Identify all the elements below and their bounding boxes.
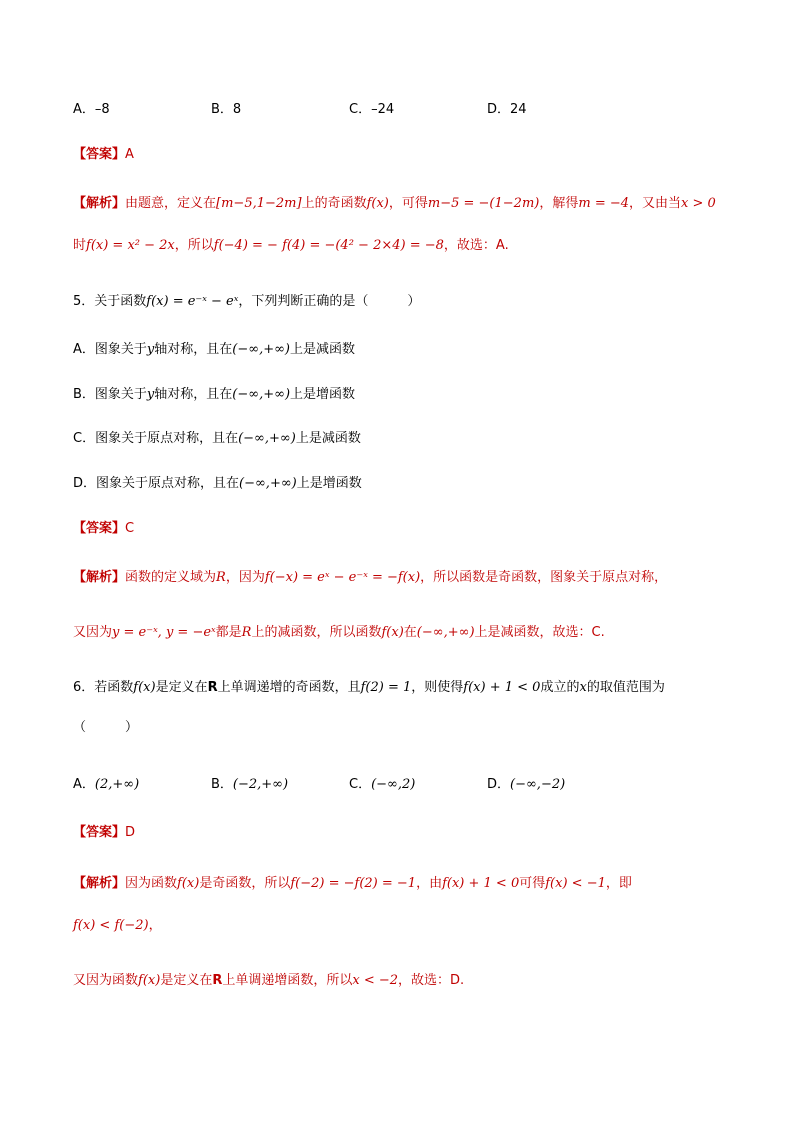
- option-label: C．: [349, 777, 372, 792]
- formula: R: [241, 625, 252, 640]
- text: 可得: [519, 876, 546, 891]
- formula: (−∞,+∞): [239, 476, 297, 491]
- text: 在: [403, 625, 417, 640]
- text: ，所以函数是奇函数，图象关于原点对称，: [420, 570, 668, 585]
- formula: (2,+∞): [94, 777, 140, 792]
- formula: f(x): [138, 973, 161, 988]
- analysis-tag: 【解析】: [73, 196, 126, 211]
- text: D．图象关于原点对称，且在: [73, 476, 240, 491]
- text: ，故选：A.: [443, 238, 509, 253]
- text: 轴对称，且在: [154, 387, 233, 402]
- formula: f(x) = x² − 2x: [86, 238, 175, 253]
- formula: f(x) + 1 < 0: [442, 876, 520, 891]
- text: 的取值范围为: [586, 680, 665, 695]
- answer-value: A: [125, 147, 134, 162]
- q5-analysis-line-2: [73, 623, 605, 643]
- answer-blank: （ ）: [73, 720, 139, 735]
- text: 由题意，定义在: [125, 196, 217, 211]
- q6-analysis-line-1: [73, 874, 632, 894]
- text: 因为函数: [125, 876, 178, 891]
- text: 都是: [215, 625, 242, 640]
- q6-option-a: [73, 775, 139, 795]
- formula: f(−4) = − f(4) = −(4² − 2×4) = −8: [213, 238, 444, 253]
- q5-option-d: [73, 474, 362, 494]
- formula: R: [216, 570, 226, 585]
- q5-option-b: [73, 385, 355, 405]
- answer-tag: 【答案】: [73, 521, 126, 536]
- q4-option-c: C．–24: [349, 102, 395, 117]
- q6-analysis-line-2: [73, 916, 162, 936]
- analysis-tag: 【解析】: [73, 570, 126, 585]
- formula: m = −4: [578, 196, 630, 211]
- q4-analysis-line-2: [73, 236, 509, 256]
- q6-analysis-line-3: [73, 971, 464, 991]
- formula: y: [146, 387, 155, 402]
- q4-answer: [73, 145, 134, 165]
- text: 上单调递增函数，所以: [222, 973, 353, 988]
- formula: f(x): [177, 876, 200, 891]
- formula: m−5 = −(1−2m): [427, 196, 540, 211]
- text: 成立的: [540, 680, 580, 695]
- formula: x > 0: [681, 196, 716, 211]
- formula: (−∞,+∞): [416, 625, 475, 640]
- text: 上是减函数，故选：C.: [474, 625, 605, 640]
- text: 时: [73, 238, 87, 253]
- text: ，解得: [539, 196, 579, 211]
- text: 是奇函数，所以: [199, 876, 291, 891]
- text: 5．关于函数: [73, 294, 147, 309]
- formula: f(x) < f(−2): [73, 918, 149, 933]
- q6-answer: [73, 823, 135, 843]
- text: ，: [148, 918, 162, 933]
- text: A．图象关于: [73, 342, 147, 357]
- q4-analysis-line-1: [73, 194, 716, 214]
- formula: f(x): [366, 196, 389, 211]
- text: 是定义在: [155, 680, 208, 695]
- q5-answer: [73, 519, 134, 539]
- q6-stem-line-2: [73, 718, 138, 738]
- formula: f(2) = 1: [360, 680, 412, 695]
- option-label: D．: [487, 777, 511, 792]
- formula: (−∞,−2): [510, 777, 566, 792]
- q5-stem: [73, 292, 420, 312]
- text: 上是增函数: [296, 476, 362, 491]
- q5-option-c: [73, 429, 361, 449]
- text: ，因为: [225, 570, 265, 585]
- formula: (−2,+∞): [232, 777, 289, 792]
- formula: (−∞,+∞): [232, 387, 291, 402]
- text: B．图象关于: [73, 387, 147, 402]
- q6-option-b: [211, 775, 288, 795]
- text: 上的奇函数: [301, 196, 367, 211]
- formula: f(x) + 1 < 0: [463, 680, 541, 695]
- analysis-tag: 【解析】: [73, 876, 126, 891]
- formula: f(x): [133, 680, 156, 695]
- text: 是定义在: [160, 973, 213, 988]
- q6-option-d: [487, 775, 565, 795]
- text: 上是增函数: [290, 387, 356, 402]
- q4-option-d: D．24: [487, 102, 527, 117]
- text: ，又由当: [629, 196, 682, 211]
- text: 上单调递增的奇函数，且: [217, 680, 361, 695]
- formula: f(x) = e⁻ˣ − eˣ: [146, 294, 239, 309]
- formula: (−∞,+∞): [238, 431, 296, 446]
- q5-option-a: [73, 340, 355, 360]
- text: 上是减函数: [295, 431, 361, 446]
- text: 又因为函数: [73, 973, 139, 988]
- text: ，即: [605, 876, 632, 891]
- answer-value: C: [125, 521, 135, 536]
- text: R: [212, 973, 223, 988]
- text: 轴对称，且在: [154, 342, 233, 357]
- text: C．图象关于原点对称，且在: [73, 431, 239, 446]
- formula: x: [579, 680, 587, 695]
- answer-value: D: [125, 825, 136, 840]
- text: 函数的定义域为: [125, 570, 217, 585]
- formula: (−∞,2): [371, 777, 416, 792]
- text: 6．若函数: [73, 680, 134, 695]
- text: ，则使得: [411, 680, 464, 695]
- q6-option-c: [349, 775, 415, 795]
- text: 上是减函数: [290, 342, 356, 357]
- formula: y = e⁻ˣ, y = −eˣ: [112, 625, 216, 640]
- option-label: B．: [211, 777, 233, 792]
- formula: x < −2: [352, 973, 399, 988]
- formula: y: [146, 342, 155, 357]
- formula: f(−x) = eˣ − e⁻ˣ = −f(x): [264, 570, 421, 585]
- text: ，由: [416, 876, 443, 891]
- formula: f(x) < −1: [545, 876, 606, 891]
- text: ，故选：D.: [398, 973, 465, 988]
- answer-tag: 【答案】: [73, 147, 126, 162]
- formula: (−∞,+∞): [232, 342, 291, 357]
- q6-stem-line-1: [73, 678, 665, 698]
- answer-tag: 【答案】: [73, 825, 126, 840]
- text: 上的减函数，所以函数: [251, 625, 382, 640]
- text: 又因为: [73, 625, 113, 640]
- text: ，所以: [174, 238, 214, 253]
- option-label: A．: [73, 777, 95, 792]
- text: R: [207, 680, 218, 695]
- text: ，下列判断正确的是（ ）: [238, 294, 421, 309]
- formula: f(−2) = −f(2) = −1: [290, 876, 417, 891]
- q4-option-a: A．–8: [73, 102, 110, 117]
- formula: f(x): [381, 625, 404, 640]
- q5-analysis-line-1: [73, 568, 667, 588]
- text: ，可得: [388, 196, 428, 211]
- formula: [m−5,1−2m]: [216, 196, 302, 211]
- q4-option-b: B．8: [211, 102, 242, 117]
